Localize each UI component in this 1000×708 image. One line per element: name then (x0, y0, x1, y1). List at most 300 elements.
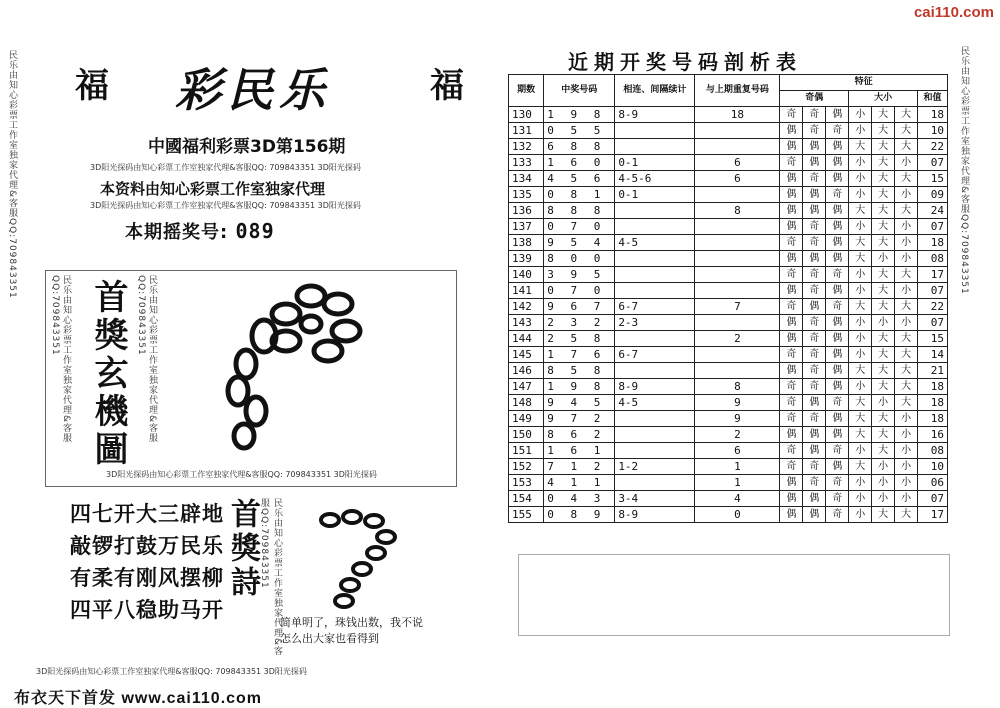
col-parity: 奇偶 (780, 91, 849, 107)
table-row (509, 251, 948, 267)
parity-cell: 偶 (780, 171, 803, 187)
size-cell: 大 (849, 363, 872, 379)
sum-cell: 15 (918, 171, 948, 187)
size-cell: 大 (872, 123, 895, 139)
draw-label: 本期摇奖号: (125, 222, 229, 243)
size-cell: 大 (872, 203, 895, 219)
sum-cell: 07 (918, 155, 948, 171)
number-cell: 0 4 3 (544, 491, 615, 507)
size-cell: 大 (849, 299, 872, 315)
repeat-cell: 6 (695, 155, 780, 171)
parity-cell: 偶 (803, 507, 826, 523)
size-cell: 小 (849, 123, 872, 139)
parity-cell: 偶 (826, 347, 849, 363)
parity-cell: 偶 (780, 187, 803, 203)
issue-cell: 136 (509, 203, 544, 219)
issue-cell: 151 (509, 443, 544, 459)
size-cell: 小 (849, 347, 872, 363)
gap-cell (615, 427, 695, 443)
table-row (509, 379, 948, 395)
size-cell: 小 (895, 187, 918, 203)
table-row (509, 459, 948, 475)
size-cell: 小 (849, 219, 872, 235)
note-line: 怎么出大家也看得到 (280, 632, 379, 645)
number-cell: 1 7 6 (544, 347, 615, 363)
qq-line-top: 3D阳光探码由知心彩票工作室独家代理&客服QQ: 709843351 3D阳光探码 (90, 163, 361, 172)
size-cell: 大 (872, 187, 895, 203)
parity-cell: 奇 (780, 443, 803, 459)
parity-cell: 偶 (826, 203, 849, 219)
size-cell: 大 (895, 347, 918, 363)
number-cell: 8 8 8 (544, 203, 615, 219)
size-cell: 小 (849, 155, 872, 171)
parity-cell: 奇 (780, 155, 803, 171)
parity-cell: 偶 (803, 395, 826, 411)
parity-cell: 奇 (803, 459, 826, 475)
parity-cell: 奇 (826, 395, 849, 411)
gap-cell: 1-2 (615, 459, 695, 475)
parity-cell: 偶 (803, 139, 826, 155)
issue-cell: 138 (509, 235, 544, 251)
size-cell: 小 (895, 443, 918, 459)
left-sheet (7, 40, 500, 685)
parity-cell: 偶 (826, 411, 849, 427)
issue-cell: 143 (509, 315, 544, 331)
issue-cell: 144 (509, 331, 544, 347)
issue-cell: 142 (509, 299, 544, 315)
parity-cell: 偶 (803, 187, 826, 203)
number-cell: 1 9 8 (544, 379, 615, 395)
parity-cell: 奇 (780, 267, 803, 283)
parity-cell: 奇 (803, 331, 826, 347)
sum-cell: 21 (918, 363, 948, 379)
number-cell: 9 7 2 (544, 411, 615, 427)
gap-cell (615, 219, 695, 235)
sum-cell: 07 (918, 315, 948, 331)
prize-diagram-title: 首獎玄機圖 (88, 279, 128, 469)
sum-cell: 07 (918, 491, 948, 507)
issue-line: 中國福利彩票3D第156期 (148, 137, 346, 157)
gap-cell: 0-1 (615, 155, 695, 171)
parity-cell: 奇 (803, 379, 826, 395)
table-row (509, 107, 948, 123)
parity-cell: 偶 (826, 235, 849, 251)
parity-cell: 奇 (803, 411, 826, 427)
parity-cell: 奇 (803, 283, 826, 299)
parity-cell: 偶 (780, 491, 803, 507)
size-cell: 小 (895, 219, 918, 235)
size-cell: 大 (872, 267, 895, 283)
repeat-cell: 8 (695, 379, 780, 395)
parity-cell: 奇 (803, 267, 826, 283)
parity-cell: 奇 (826, 267, 849, 283)
issue-cell: 153 (509, 475, 544, 491)
number-cell: 9 5 4 (544, 235, 615, 251)
gap-cell (615, 251, 695, 267)
gap-cell: 6-7 (615, 347, 695, 363)
gap-cell: 4-5 (615, 395, 695, 411)
issue-cell: 148 (509, 395, 544, 411)
poem-line: 四七开大三辟地 (70, 502, 224, 526)
poem (70, 498, 224, 626)
parity-cell: 偶 (826, 219, 849, 235)
size-cell: 小 (872, 491, 895, 507)
gap-cell: 8-9 (615, 107, 695, 123)
repeat-cell: 4 (695, 491, 780, 507)
parity-cell: 偶 (780, 251, 803, 267)
size-cell: 小 (895, 315, 918, 331)
gap-cell: 4-5 (615, 235, 695, 251)
size-cell: 大 (872, 507, 895, 523)
table-header-row (509, 75, 948, 91)
parity-cell: 偶 (780, 219, 803, 235)
history-table (508, 74, 948, 523)
gap-cell (615, 363, 695, 379)
parity-cell: 偶 (803, 251, 826, 267)
poem-line: 敲锣打鼓万民乐 (70, 534, 224, 558)
qq-line-bottom: 3D阳光探码由知心彩票工作室独家代理&客服QQ: 709843351 3D阳光探码 (36, 667, 307, 676)
issue-cell: 140 (509, 267, 544, 283)
sum-cell: 09 (918, 187, 948, 203)
table-row (509, 363, 948, 379)
parity-cell: 奇 (826, 491, 849, 507)
issue-cell: 132 (509, 139, 544, 155)
repeat-cell: 18 (695, 107, 780, 123)
table-row (509, 235, 948, 251)
size-cell: 大 (895, 363, 918, 379)
agent-line: 本资料由知心彩票工作室独家代理 (100, 180, 326, 198)
number-cell: 6 8 8 (544, 139, 615, 155)
size-cell: 小 (895, 155, 918, 171)
poem-line: 四平八稳助马开 (70, 598, 224, 622)
repeat-cell: 6 (695, 443, 780, 459)
number-cell: 1 9 8 (544, 107, 615, 123)
col-sum: 和值 (918, 91, 948, 107)
size-cell: 大 (872, 379, 895, 395)
parity-cell: 偶 (780, 139, 803, 155)
footer-credit[interactable]: 布衣天下首发 www.cai110.com (14, 690, 263, 707)
issue-cell: 139 (509, 251, 544, 267)
size-cell: 小 (849, 283, 872, 299)
parity-cell: 偶 (826, 459, 849, 475)
gap-cell: 8-9 (615, 507, 695, 523)
size-cell: 大 (872, 235, 895, 251)
bead-diagram (216, 276, 396, 456)
size-cell: 小 (849, 267, 872, 283)
number-cell: 0 7 0 (544, 283, 615, 299)
size-cell: 大 (849, 427, 872, 443)
explanation-note (280, 614, 423, 646)
size-cell: 大 (872, 443, 895, 459)
sum-cell: 08 (918, 443, 948, 459)
size-cell: 大 (849, 235, 872, 251)
parity-cell: 奇 (826, 123, 849, 139)
number-cell: 4 1 1 (544, 475, 615, 491)
size-cell: 大 (849, 203, 872, 219)
size-cell: 小 (849, 331, 872, 347)
size-cell: 大 (849, 139, 872, 155)
gap-cell (615, 283, 695, 299)
number-cell: 3 9 5 (544, 267, 615, 283)
size-cell: 大 (872, 427, 895, 443)
size-cell: 大 (872, 299, 895, 315)
parity-cell: 偶 (803, 443, 826, 459)
size-cell: 小 (895, 459, 918, 475)
blank-notes-box (518, 554, 950, 636)
gap-cell (615, 139, 695, 155)
size-cell: 大 (895, 139, 918, 155)
size-cell: 大 (849, 395, 872, 411)
issue-cell: 135 (509, 187, 544, 203)
repeat-cell: 9 (695, 411, 780, 427)
size-cell: 小 (895, 283, 918, 299)
size-cell: 小 (872, 475, 895, 491)
sum-cell: 15 (918, 331, 948, 347)
parity-cell: 偶 (826, 251, 849, 267)
poem-side-vertical-text: 民乐由知心彩票工作室独家代理&客服QQ:709843351 (259, 498, 282, 657)
parity-cell: 偶 (826, 331, 849, 347)
size-cell: 大 (895, 331, 918, 347)
issue-cell: 133 (509, 155, 544, 171)
prize-diagram-panel (45, 270, 457, 487)
table-row (509, 475, 948, 491)
issue-cell: 150 (509, 427, 544, 443)
issue-cell: 131 (509, 123, 544, 139)
size-cell: 小 (849, 107, 872, 123)
size-cell: 大 (849, 459, 872, 475)
size-cell: 大 (872, 331, 895, 347)
parity-cell: 偶 (826, 139, 849, 155)
size-cell: 小 (895, 475, 918, 491)
size-cell: 小 (895, 235, 918, 251)
number-cell: 8 5 8 (544, 363, 615, 379)
sum-cell: 24 (918, 203, 948, 219)
parity-cell: 偶 (780, 203, 803, 219)
size-cell: 小 (849, 171, 872, 187)
chart-title: 近期开奖号码剖析表 (568, 50, 802, 74)
parity-cell: 偶 (826, 171, 849, 187)
size-cell: 大 (872, 155, 895, 171)
gap-cell (615, 331, 695, 347)
parity-cell: 偶 (803, 427, 826, 443)
issue-cell: 141 (509, 283, 544, 299)
sum-cell: 17 (918, 267, 948, 283)
prize-panel-vertical-text-2: 民乐由知心彩票工作室独家代理&客服QQ:709843351 (136, 275, 157, 444)
prize-panel-vertical-text: 民乐由知心彩票工作室独家代理&客服QQ:709843351 (50, 275, 71, 444)
repeat-cell: 2 (695, 331, 780, 347)
size-cell: 大 (872, 139, 895, 155)
parity-cell: 奇 (780, 107, 803, 123)
fu-character-left: 福 (75, 66, 109, 106)
parity-cell: 偶 (826, 363, 849, 379)
gap-cell: 4-5-6 (615, 171, 695, 187)
parity-cell: 偶 (780, 475, 803, 491)
parity-cell: 奇 (826, 443, 849, 459)
bead-ring-icon (321, 511, 395, 607)
number-cell: 7 1 2 (544, 459, 615, 475)
repeat-cell: 6 (695, 171, 780, 187)
size-cell: 小 (895, 491, 918, 507)
number-cell: 8 6 2 (544, 427, 615, 443)
size-cell: 大 (895, 123, 918, 139)
right-sheet (508, 44, 948, 684)
parity-cell: 奇 (826, 187, 849, 203)
sum-cell: 18 (918, 379, 948, 395)
sum-cell: 06 (918, 475, 948, 491)
parity-cell: 奇 (803, 219, 826, 235)
gap-cell (615, 475, 695, 491)
repeat-cell (695, 139, 780, 155)
size-cell: 大 (872, 411, 895, 427)
size-cell: 小 (895, 427, 918, 443)
size-cell: 大 (895, 395, 918, 411)
poem-line: 有柔有刚风摆柳 (70, 566, 224, 590)
sum-cell: 18 (918, 107, 948, 123)
issue-cell: 134 (509, 171, 544, 187)
col-number: 中奖号码 (544, 75, 615, 107)
parity-cell: 偶 (780, 363, 803, 379)
parity-cell: 偶 (780, 507, 803, 523)
parity-cell: 奇 (803, 363, 826, 379)
sum-cell: 07 (918, 283, 948, 299)
parity-cell: 偶 (803, 203, 826, 219)
parity-cell: 奇 (780, 235, 803, 251)
repeat-cell (695, 123, 780, 139)
table-row (509, 299, 948, 315)
size-cell: 小 (895, 411, 918, 427)
col-repeat: 与上期重复号码 (695, 75, 780, 107)
size-cell: 小 (849, 443, 872, 459)
table-row (509, 315, 948, 331)
parity-cell: 奇 (780, 411, 803, 427)
table-row (509, 395, 948, 411)
table-row (509, 155, 948, 171)
parity-cell: 偶 (826, 155, 849, 171)
parity-cell: 奇 (803, 475, 826, 491)
repeat-cell (695, 235, 780, 251)
draw-number: 089 (235, 219, 275, 243)
parity-cell: 偶 (826, 379, 849, 395)
site-watermark[interactable]: cai110.com (913, 4, 994, 21)
repeat-cell (695, 219, 780, 235)
sum-cell: 22 (918, 299, 948, 315)
size-cell: 小 (872, 315, 895, 331)
parity-cell: 奇 (803, 347, 826, 363)
table-row (509, 203, 948, 219)
issue-cell: 147 (509, 379, 544, 395)
repeat-cell (695, 363, 780, 379)
draw-number-row (125, 218, 275, 244)
fu-character-right: 福 (430, 66, 464, 106)
parity-cell: 奇 (826, 299, 849, 315)
repeat-cell: 9 (695, 395, 780, 411)
number-cell: 0 5 5 (544, 123, 615, 139)
size-cell: 大 (872, 107, 895, 123)
sum-cell: 18 (918, 395, 948, 411)
number-cell: 2 5 8 (544, 331, 615, 347)
table-row (509, 411, 948, 427)
gap-cell: 6-7 (615, 299, 695, 315)
issue-cell: 130 (509, 107, 544, 123)
parity-cell: 奇 (780, 347, 803, 363)
sum-cell: 14 (918, 347, 948, 363)
repeat-cell (695, 187, 780, 203)
table-row (509, 443, 948, 459)
table-body (509, 107, 948, 523)
parity-cell: 偶 (803, 491, 826, 507)
parity-cell: 奇 (780, 459, 803, 475)
repeat-cell (695, 347, 780, 363)
table-row (509, 427, 948, 443)
left-edge-vertical-text: 民乐由知心彩票工作室独家代理&客服QQ:709843351 (7, 50, 17, 299)
number-cell: 1 6 0 (544, 155, 615, 171)
gap-cell (615, 267, 695, 283)
poem-title: 首獎詩 (225, 498, 260, 600)
size-cell: 大 (895, 299, 918, 315)
number-cell: 1 6 1 (544, 443, 615, 459)
parity-cell: 奇 (803, 107, 826, 123)
size-cell: 大 (895, 507, 918, 523)
size-cell: 小 (849, 379, 872, 395)
parity-cell: 奇 (803, 315, 826, 331)
gap-cell (615, 443, 695, 459)
gap-cell (615, 411, 695, 427)
repeat-cell: 1 (695, 475, 780, 491)
col-features: 特征 (780, 75, 948, 91)
size-cell: 大 (872, 283, 895, 299)
size-cell: 小 (872, 459, 895, 475)
repeat-cell (695, 283, 780, 299)
size-cell: 大 (872, 171, 895, 187)
issue-cell: 149 (509, 411, 544, 427)
parity-cell: 偶 (803, 155, 826, 171)
parity-cell: 偶 (780, 123, 803, 139)
gap-cell: 0-1 (615, 187, 695, 203)
parity-cell: 偶 (826, 427, 849, 443)
table-row (509, 187, 948, 203)
table-row (509, 347, 948, 363)
parity-cell: 偶 (780, 331, 803, 347)
number-cell: 0 8 9 (544, 507, 615, 523)
table-row (509, 331, 948, 347)
parity-cell: 奇 (780, 379, 803, 395)
size-cell: 大 (895, 379, 918, 395)
table-row (509, 491, 948, 507)
table-row (509, 139, 948, 155)
size-cell: 小 (872, 251, 895, 267)
size-cell: 大 (849, 411, 872, 427)
sum-cell: 10 (918, 123, 948, 139)
parity-cell: 偶 (780, 315, 803, 331)
parity-cell: 偶 (826, 283, 849, 299)
size-cell: 大 (872, 363, 895, 379)
size-cell: 小 (849, 491, 872, 507)
sum-cell: 18 (918, 235, 948, 251)
table-row (509, 267, 948, 283)
parity-cell: 偶 (826, 315, 849, 331)
repeat-cell (695, 251, 780, 267)
size-cell: 大 (872, 219, 895, 235)
parity-cell: 奇 (803, 235, 826, 251)
sum-cell: 22 (918, 139, 948, 155)
table-row (509, 219, 948, 235)
size-cell: 大 (849, 251, 872, 267)
table-row (509, 123, 948, 139)
number-cell: 8 0 0 (544, 251, 615, 267)
number-cell: 9 4 5 (544, 395, 615, 411)
qq-line-mid: 3D阳光探码由知心彩票工作室独家代理&客服QQ: 709843351 3D阳光探码 (90, 201, 361, 210)
table-row (509, 171, 948, 187)
